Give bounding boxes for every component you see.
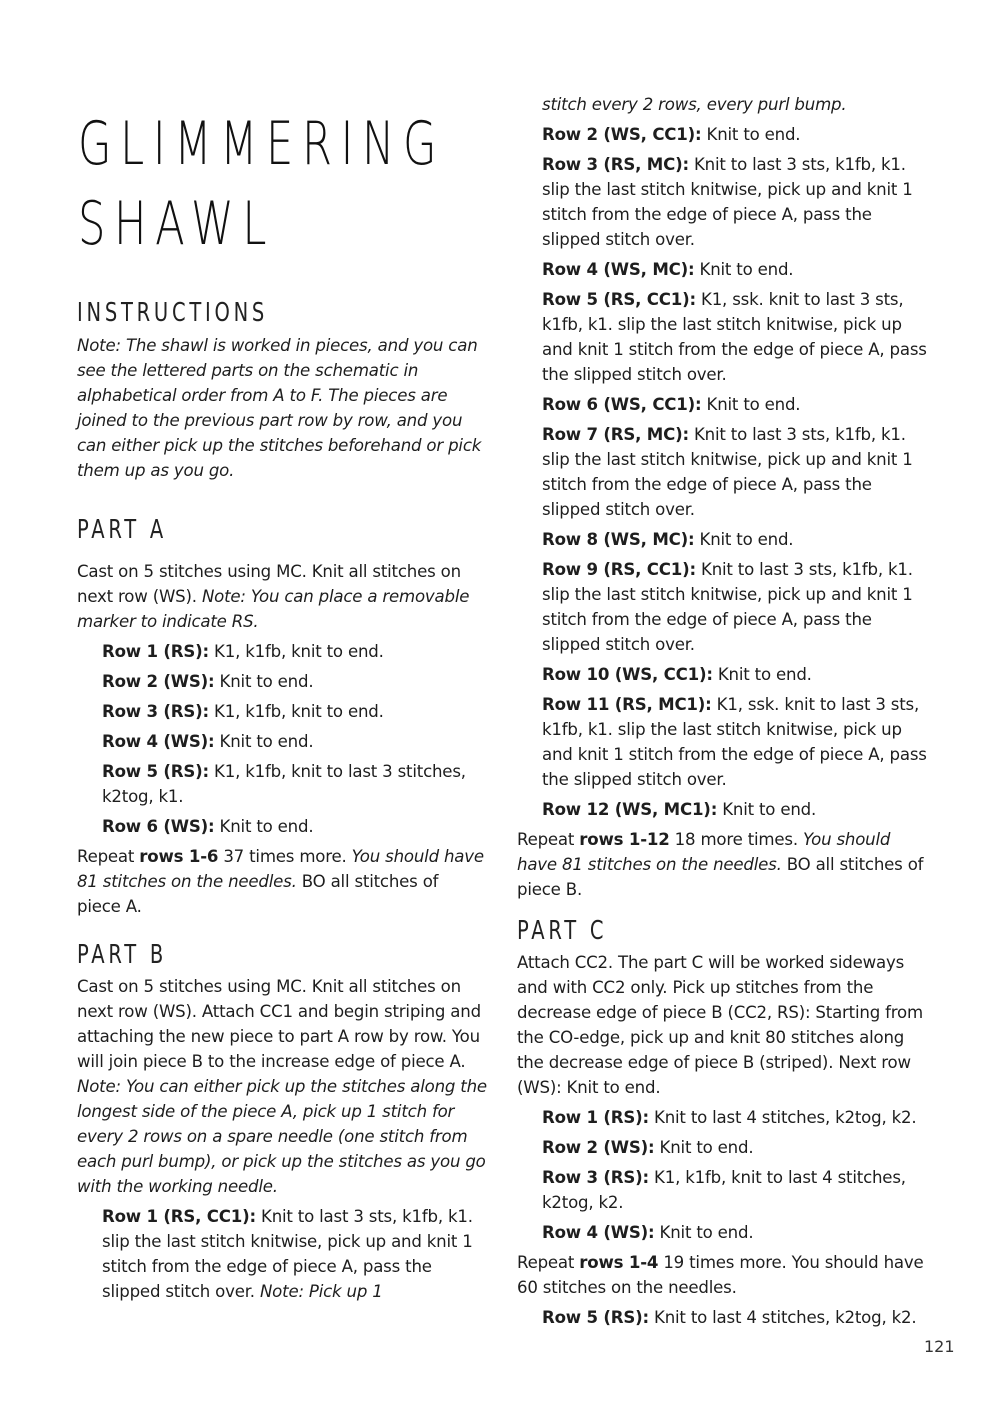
- part-c-row-1: Row 1 (RS): Knit to last 4 stitches, k2tog, k2.: [542, 1108, 917, 1127]
- page-number: 121: [924, 1337, 955, 1356]
- part-a-heading: PART A: [77, 515, 167, 545]
- part-b-row-10: Row 10 (WS, CC1): Knit to end.: [542, 665, 812, 684]
- part-b-row-3: Row 3 (RS, MC): Knit to last 3 sts, k1fb, k1. slip the last stitch knitwise, pick up and knit 1 stitch from the edge of piece A, pass the slipped stitch over.: [542, 155, 913, 249]
- part-a-body: [77, 559, 487, 919]
- part-b-intro: Cast on 5 stitches using MC. Knit all stitches on next row (WS). Attach CC1 and begin striping and attaching the new piece to part A row by row. You will join piece B to the increase edge of piece A. Note: You can either pick up the stitches along the longest side of the piece A, pick up 1 stitch for every 2 rows on a spare needle (one stitch from each purl bump), or pick up the stitches as you go with the working needle.: [77, 977, 487, 1196]
- part-b-row-4: Row 4 (WS, MC): Knit to end.: [542, 260, 794, 279]
- part-a-repeat: Repeat rows 1-6 37 times more. You should have 81 stitches on the needles. BO all stitches of piece A.: [77, 847, 484, 916]
- part-b-heading: PART B: [77, 940, 167, 970]
- page-title: [78, 104, 445, 264]
- part-b-row-11: Row 11 (RS, MC1): K1, ssk. knit to last 3 sts, k1fb, k1. slip the last stitch knitwise, pick up and knit 1 stitch from the edge of piece A, pass the slipped stitch over.: [542, 695, 927, 789]
- part-a-row-1: Row 1 (RS): K1, k1fb, knit to end.: [102, 642, 384, 661]
- part-a-row-4: Row 4 (WS): Knit to end.: [102, 732, 314, 751]
- part-b-row-1-continued: [517, 92, 927, 117]
- part-a-row-5: Row 5 (RS): K1, k1fb, knit to last 3 stitches, k2tog, k1.: [102, 762, 466, 806]
- part-b-row-9: Row 9 (RS, CC1): Knit to last 3 sts, k1fb, k1. slip the last stitch knitwise, pick up and knit 1 stitch from the edge of piece A, pass the slipped stitch over.: [542, 560, 913, 654]
- title-line-1: GLIMMERING: [78, 109, 446, 179]
- part-b-row-7: Row 7 (RS, MC): Knit to last 3 sts, k1fb, k1. slip the last stitch knitwise, pick up and knit 1 stitch from the edge of piece A, pass the slipped stitch over.: [542, 425, 913, 519]
- part-b-row-8: Row 8 (WS, MC): Knit to end.: [542, 530, 794, 549]
- part-b-repeat: Repeat rows 1-12 18 more times. You should have 81 stitches on the needles. BO all stitches of piece B.: [517, 830, 924, 899]
- part-a-row-6: Row 6 (WS): Knit to end.: [102, 817, 314, 836]
- part-c-heading: PART C: [517, 916, 608, 946]
- part-c-row-3: Row 3 (RS): K1, k1fb, knit to last 4 stitches, k2tog, k2.: [542, 1168, 906, 1212]
- part-a-row-2: Row 2 (WS): Knit to end.: [102, 672, 314, 691]
- part-c-body: [517, 950, 927, 1330]
- part-b-intro-note: Note: You can either pick up the stitches along the longest side of the piece A, pick up 1 stitch for every 2 rows on a spare needle (one stitch from each purl bump), or pick up the stitches as you go with the working needle.: [77, 1077, 487, 1196]
- part-b-row-1: Row 1 (RS, CC1): Knit to last 3 sts, k1fb, k1. slip the last stitch knitwise, pick up and knit 1 stitch from the edge of piece A, pass the slipped stitch over. Note: Pick up 1: [102, 1207, 473, 1301]
- part-b-row-6: Row 6 (WS, CC1): Knit to end.: [542, 395, 801, 414]
- title-line-2: SHAWL: [78, 189, 276, 259]
- part-c-row-2: Row 2 (WS): Knit to end.: [542, 1138, 754, 1157]
- part-a-intro-note: Note: You can place a removable marker to indicate RS.: [77, 587, 470, 631]
- part-b-row-5: Row 5 (RS, CC1): K1, ssk. knit to last 3 sts, k1fb, k1. slip the last stitch knitwise, pick up and knit 1 stitch from the edge of piece A, pass the slipped stitch over.: [542, 290, 927, 384]
- part-b-row-1-note: Note: Pick up 1: [259, 1282, 383, 1301]
- instructions-heading: INSTRUCTIONS: [77, 298, 269, 328]
- part-c-intro: Attach CC2. The part C will be worked sideways and with CC2 only. Pick up stitches from the decrease edge of piece B (CC2, RS): Starting from the CO-edge, pick up and knit 80 stitches along the decrease edge of piece B (striped). Next row (WS): Knit to end.: [517, 953, 923, 1097]
- part-b-continued: [517, 92, 927, 902]
- part-a-intro: Cast on 5 stitches using MC. Knit all stitches on next row (WS). Note: You can place a removable marker to indicate RS.: [77, 562, 470, 631]
- part-b-row-12: Row 12 (WS, MC1): Knit to end.: [542, 800, 817, 819]
- part-c-repeat: Repeat rows 1-4 19 times more. You should have 60 stitches on the needles.: [517, 1253, 924, 1297]
- part-a-row-3: Row 3 (RS): K1, k1fb, knit to end.: [102, 702, 384, 721]
- part-b-body: [77, 974, 487, 1304]
- part-b-row-1-note-continued: stitch every 2 rows, every purl bump.: [542, 95, 847, 114]
- instructions-note: Note: The shawl is worked in pieces, and you can see the lettered parts on the schematic in alphabetical order from A to F. The pieces are joined to the previous part row by row, and you can either pick up the stitches beforehand or pick them up as you go.: [77, 336, 482, 480]
- part-c-row-4: Row 4 (WS): Knit to end.: [542, 1223, 754, 1242]
- part-b-row-2: Row 2 (WS, CC1): Knit to end.: [542, 125, 801, 144]
- part-c-row-5: Row 5 (RS): Knit to last 4 stitches, k2tog, k2.: [542, 1308, 917, 1327]
